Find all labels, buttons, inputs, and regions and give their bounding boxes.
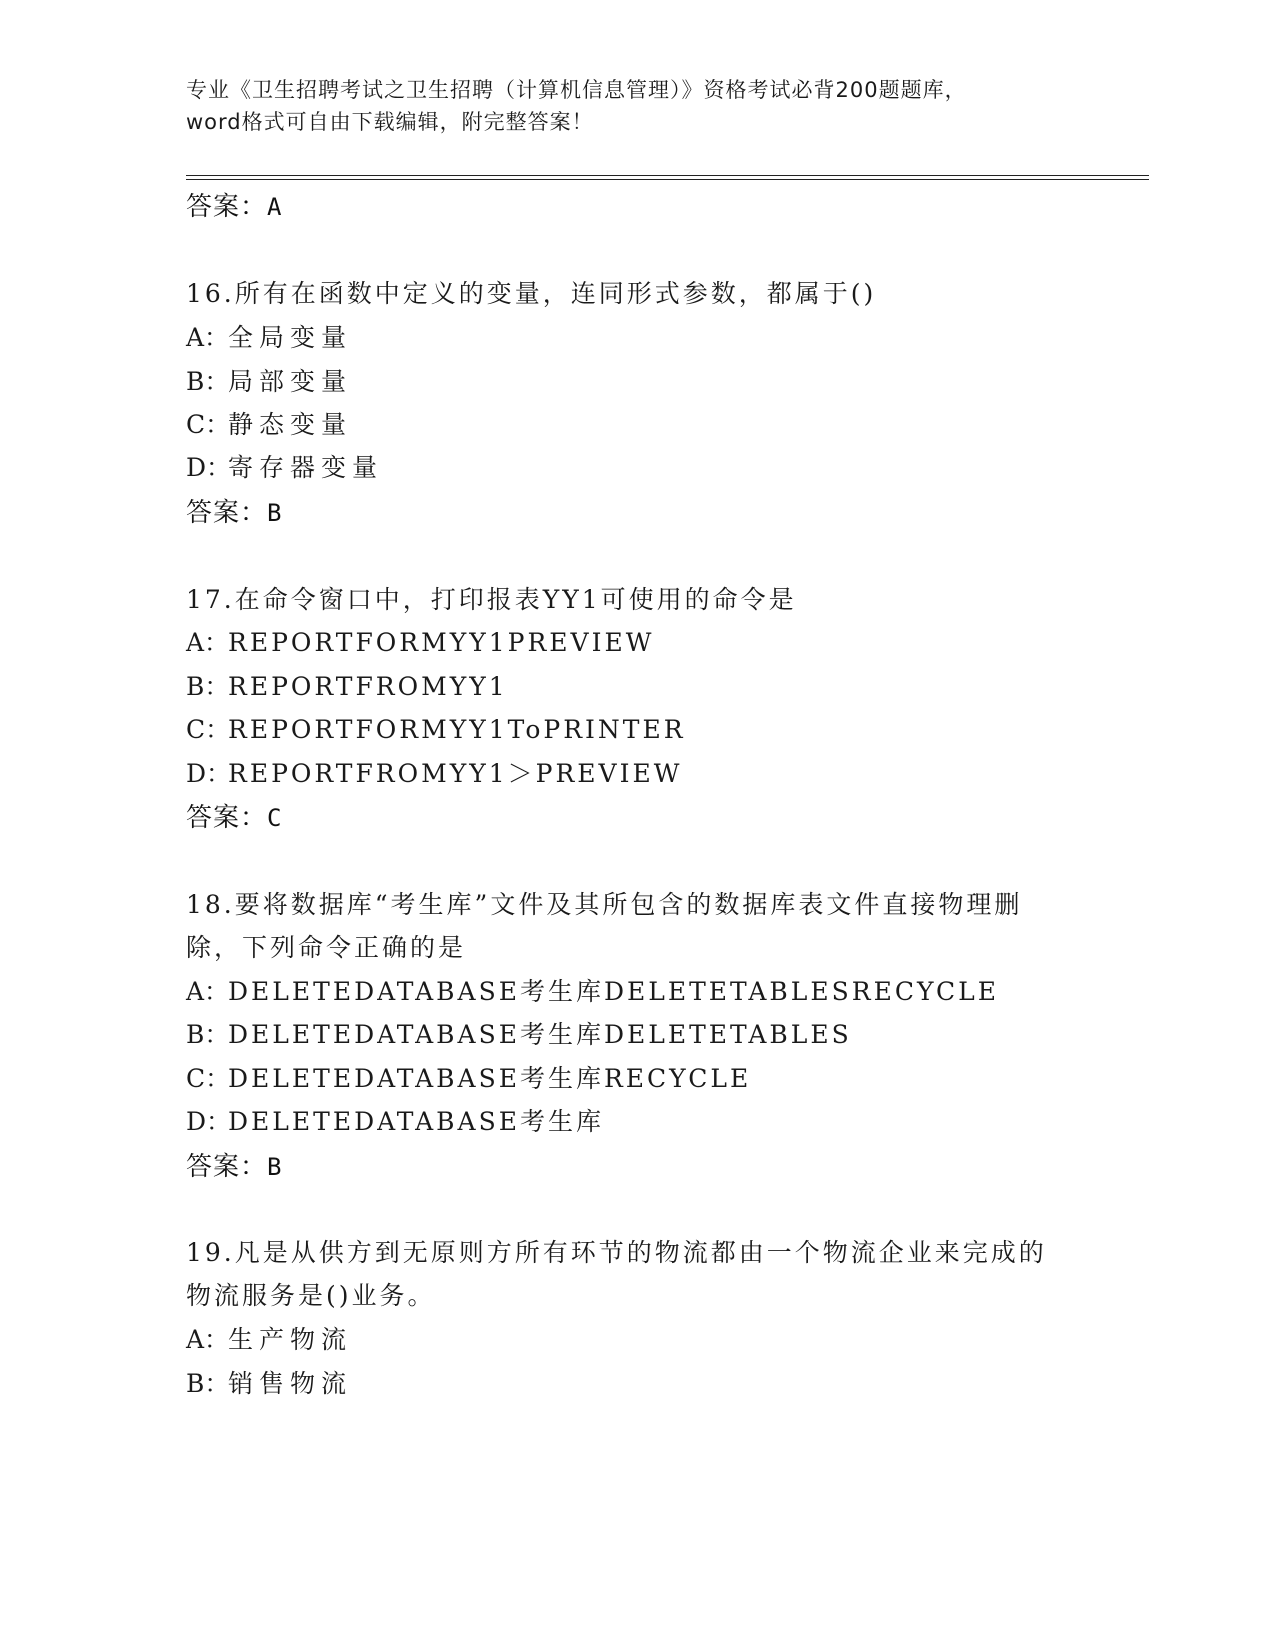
option-key: C：: [186, 715, 231, 744]
option-text: 静态变量: [228, 410, 353, 439]
option-line: [186, 972, 999, 1008]
option-key: B：: [186, 1369, 230, 1398]
option-text: DELETEDATABASE考生库DELETETABLES: [228, 1020, 852, 1049]
option-line: [186, 1015, 852, 1051]
question-stem: 物流服务是()业务。: [186, 1281, 436, 1310]
question-stem: 17.在命令窗口中，打印报表YY1可使用的命令是: [186, 585, 797, 614]
option-line: [186, 667, 508, 703]
option-text: 局部变量: [228, 367, 353, 396]
option-line: [186, 754, 682, 790]
answer-value: A: [267, 193, 283, 221]
option-key: A：: [186, 977, 230, 1006]
option-line: [186, 405, 352, 441]
option-text: REPORTFROMYY1: [228, 672, 508, 701]
option-line: [186, 1059, 751, 1095]
answer-label: 答案：: [186, 803, 268, 833]
option-text: DELETEDATABASE考生库RECYCLE: [228, 1064, 752, 1093]
header-divider: [186, 175, 1149, 180]
answer-value: B: [267, 1153, 283, 1181]
header-line-1: 专业《卫生招聘考试之卫生招聘（计算机信息管理）》资格考试必背200题题库，: [186, 78, 967, 102]
option-key: A：: [186, 323, 230, 352]
option-text: 寄存器变量: [228, 453, 384, 482]
option-key: A：: [186, 628, 230, 657]
answer-line: [186, 186, 282, 223]
option-key: C：: [186, 410, 231, 439]
option-key: B：: [186, 367, 230, 396]
option-line: [186, 623, 654, 659]
option-key: D：: [186, 453, 232, 482]
question-stem: 16.所有在函数中定义的变量，连同形式参数，都属于(): [186, 279, 877, 308]
option-text: REPORTFROMYY1＞PREVIEW: [228, 759, 683, 788]
option-key: A：: [186, 1325, 230, 1354]
option-line: [186, 448, 383, 484]
header-line-2: word格式可自由下载编辑，附完整答案！: [186, 110, 594, 134]
question-stem: 19.凡是从供方到无原则方所有环节的物流都由一个物流企业来完成的: [186, 1238, 1047, 1267]
option-text: 全局变量: [228, 323, 353, 352]
option-key: D：: [186, 1107, 232, 1136]
answer-value: C: [267, 804, 283, 832]
option-key: C：: [186, 1064, 231, 1093]
answer-line: [186, 492, 282, 529]
option-line: [186, 710, 686, 746]
option-line: [186, 1320, 352, 1356]
option-key: D：: [186, 759, 232, 788]
question-stem: 除，下列命令正确的是: [186, 933, 467, 962]
option-line: [186, 362, 352, 398]
option-line: [186, 318, 352, 354]
option-key: B：: [186, 672, 230, 701]
option-text: DELETEDATABASE考生库DELETETABLESRECYCLE: [228, 977, 999, 1006]
answer-line: [186, 797, 282, 834]
option-text: 销售物流: [228, 1369, 353, 1398]
answer-line: [186, 1146, 282, 1183]
option-line: [186, 1364, 352, 1400]
answer-label: 答案：: [186, 498, 268, 528]
option-text: 生产物流: [228, 1325, 353, 1354]
option-text: DELETEDATABASE考生库: [228, 1107, 604, 1136]
option-text: REPORTFORMYY1ToPRINTER: [228, 715, 686, 744]
answer-label: 答案：: [186, 192, 268, 222]
document-header: [186, 74, 1086, 138]
answer-value: B: [267, 499, 283, 527]
option-line: [186, 1102, 604, 1138]
option-key: B：: [186, 1020, 230, 1049]
option-text: REPORTFORMYY1PREVIEW: [228, 628, 655, 657]
question-stem: 18.要将数据库“考生库”文件及其所包含的数据库表文件直接物理删: [186, 890, 1023, 919]
answer-label: 答案：: [186, 1152, 268, 1182]
